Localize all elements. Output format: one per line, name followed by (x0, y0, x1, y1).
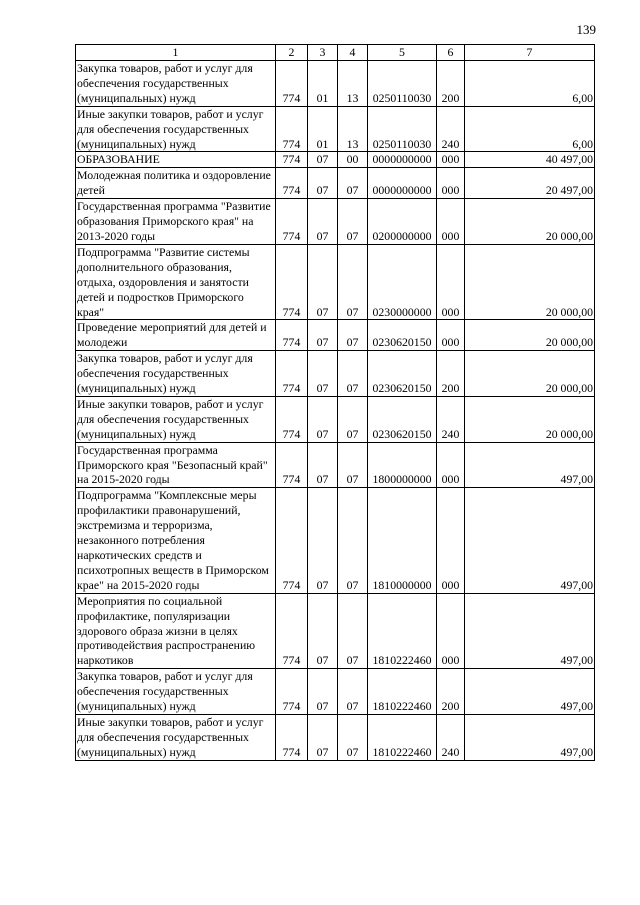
row-amount: 40 497,00 (465, 152, 595, 168)
row-expense-type: 000 (437, 152, 465, 168)
row-section-code: 07 (308, 199, 338, 245)
row-amount: 6,00 (465, 61, 595, 107)
row-expense-type: 000 (437, 244, 465, 320)
table-row (76, 714, 595, 760)
row-section-code: 07 (308, 714, 338, 760)
row-section-code: 01 (308, 106, 338, 152)
table-row (76, 442, 595, 488)
row-expense-type: 240 (437, 106, 465, 152)
row-name: Подпрограмма "Развитие системы дополнительного образования, отдыха, оздоровления и занятости детей и подростков Приморского края" (76, 244, 276, 320)
row-ved-code: 774 (276, 669, 308, 715)
table-row (76, 168, 595, 199)
row-amount: 6,00 (465, 106, 595, 152)
table-row (76, 669, 595, 715)
row-ved-code: 774 (276, 714, 308, 760)
row-name: Мероприятия по социальной профилактике, популяризации здорового образа жизни в целях противодействия распространению наркотиков (76, 593, 276, 669)
row-name: Молодежная политика и оздоровление детей (76, 168, 276, 199)
row-section-code: 07 (308, 351, 338, 397)
table-row (76, 488, 595, 593)
row-target-article: 0230620150 (368, 351, 437, 397)
row-subsection-code: 00 (338, 152, 368, 168)
header-col-7: 7 (465, 45, 595, 61)
row-expense-type: 000 (437, 168, 465, 199)
row-ved-code: 774 (276, 351, 308, 397)
row-ved-code: 774 (276, 152, 308, 168)
row-subsection-code: 07 (338, 199, 368, 245)
row-expense-type: 000 (437, 488, 465, 593)
row-ved-code: 774 (276, 168, 308, 199)
row-ved-code: 774 (276, 488, 308, 593)
row-target-article: 0230620150 (368, 320, 437, 351)
row-target-article: 0250110030 (368, 106, 437, 152)
row-ved-code: 774 (276, 442, 308, 488)
row-target-article: 0230620150 (368, 396, 437, 442)
header-col-4: 4 (338, 45, 368, 61)
header-col-1: 1 (76, 45, 276, 61)
table-row (76, 351, 595, 397)
row-name: Закупка товаров, работ и услуг для обеспечения государственных (муниципальных) нужд (76, 61, 276, 107)
row-subsection-code: 07 (338, 488, 368, 593)
row-expense-type: 200 (437, 61, 465, 107)
row-amount: 497,00 (465, 488, 595, 593)
row-name: Иные закупки товаров, работ и услуг для обеспечения государственных (муниципальных) нужд (76, 106, 276, 152)
row-section-code: 07 (308, 396, 338, 442)
row-subsection-code: 07 (338, 244, 368, 320)
row-amount: 497,00 (465, 442, 595, 488)
row-name: Государственная программа Приморского края "Безопасный край" на 2015-2020 годы (76, 442, 276, 488)
row-target-article: 0000000000 (368, 152, 437, 168)
row-subsection-code: 07 (338, 669, 368, 715)
row-ved-code: 774 (276, 61, 308, 107)
row-name: Закупка товаров, работ и услуг для обеспечения государственных (муниципальных) нужд (76, 351, 276, 397)
row-target-article: 0230000000 (368, 244, 437, 320)
table-row (76, 152, 595, 168)
row-amount: 20 000,00 (465, 244, 595, 320)
row-expense-type: 000 (437, 199, 465, 245)
row-section-code: 07 (308, 669, 338, 715)
row-amount: 20 000,00 (465, 351, 595, 397)
row-subsection-code: 07 (338, 442, 368, 488)
row-section-code: 07 (308, 593, 338, 669)
row-subsection-code: 07 (338, 351, 368, 397)
table-row (76, 199, 595, 245)
row-ved-code: 774 (276, 244, 308, 320)
row-amount: 20 000,00 (465, 320, 595, 351)
table-row (76, 320, 595, 351)
row-section-code: 07 (308, 488, 338, 593)
header-row (76, 45, 595, 61)
row-subsection-code: 07 (338, 396, 368, 442)
row-subsection-code: 13 (338, 61, 368, 107)
row-ved-code: 774 (276, 106, 308, 152)
row-ved-code: 774 (276, 593, 308, 669)
table-row (76, 106, 595, 152)
row-name: Подпрограмма "Комплексные меры профилактики правонарушений, экстремизма и терроризма, незаконного потребления наркотических средств и психотропных веществ в Приморском крае" на 2015-2020 годы (76, 488, 276, 593)
row-target-article: 1810000000 (368, 488, 437, 593)
page-number: 139 (576, 22, 596, 37)
row-subsection-code: 07 (338, 168, 368, 199)
row-section-code: 01 (308, 61, 338, 107)
row-section-code: 07 (308, 152, 338, 168)
row-amount: 20 000,00 (465, 199, 595, 245)
table-row (76, 244, 595, 320)
row-ved-code: 774 (276, 320, 308, 351)
row-target-article: 0000000000 (368, 168, 437, 199)
row-name: Проведение мероприятий для детей и молодежи (76, 320, 276, 351)
table-row (76, 396, 595, 442)
row-subsection-code: 07 (338, 714, 368, 760)
row-name: Государственная программа "Развитие образования Приморского края" на 2013-2020 годы (76, 199, 276, 245)
row-target-article: 1810222460 (368, 669, 437, 715)
budget-table (75, 44, 595, 761)
row-name: Иные закупки товаров, работ и услуг для обеспечения государственных (муниципальных) нужд (76, 714, 276, 760)
row-ved-code: 774 (276, 199, 308, 245)
row-expense-type: 200 (437, 669, 465, 715)
row-target-article: 0250110030 (368, 61, 437, 107)
row-amount: 497,00 (465, 593, 595, 669)
row-expense-type: 000 (437, 320, 465, 351)
row-subsection-code: 07 (338, 320, 368, 351)
row-amount: 20 000,00 (465, 396, 595, 442)
row-expense-type: 200 (437, 351, 465, 397)
row-expense-type: 240 (437, 714, 465, 760)
table-row (76, 61, 595, 107)
header-col-2: 2 (276, 45, 308, 61)
row-section-code: 07 (308, 168, 338, 199)
header-col-3: 3 (308, 45, 338, 61)
row-target-article: 0200000000 (368, 199, 437, 245)
row-target-article: 1810222460 (368, 593, 437, 669)
row-target-article: 1800000000 (368, 442, 437, 488)
row-ved-code: 774 (276, 396, 308, 442)
row-subsection-code: 13 (338, 106, 368, 152)
row-subsection-code: 07 (338, 593, 368, 669)
header-col-5: 5 (368, 45, 437, 61)
row-name: Иные закупки товаров, работ и услуг для обеспечения государственных (муниципальных) нужд (76, 396, 276, 442)
row-section-code: 07 (308, 442, 338, 488)
row-name: ОБРАЗОВАНИЕ (76, 152, 276, 168)
row-amount: 497,00 (465, 714, 595, 760)
row-amount: 497,00 (465, 669, 595, 715)
table-row (76, 593, 595, 669)
row-name: Закупка товаров, работ и услуг для обеспечения государственных (муниципальных) нужд (76, 669, 276, 715)
row-expense-type: 000 (437, 593, 465, 669)
header-col-6: 6 (437, 45, 465, 61)
row-target-article: 1810222460 (368, 714, 437, 760)
row-section-code: 07 (308, 320, 338, 351)
row-amount: 20 497,00 (465, 168, 595, 199)
row-section-code: 07 (308, 244, 338, 320)
row-expense-type: 240 (437, 396, 465, 442)
row-expense-type: 000 (437, 442, 465, 488)
